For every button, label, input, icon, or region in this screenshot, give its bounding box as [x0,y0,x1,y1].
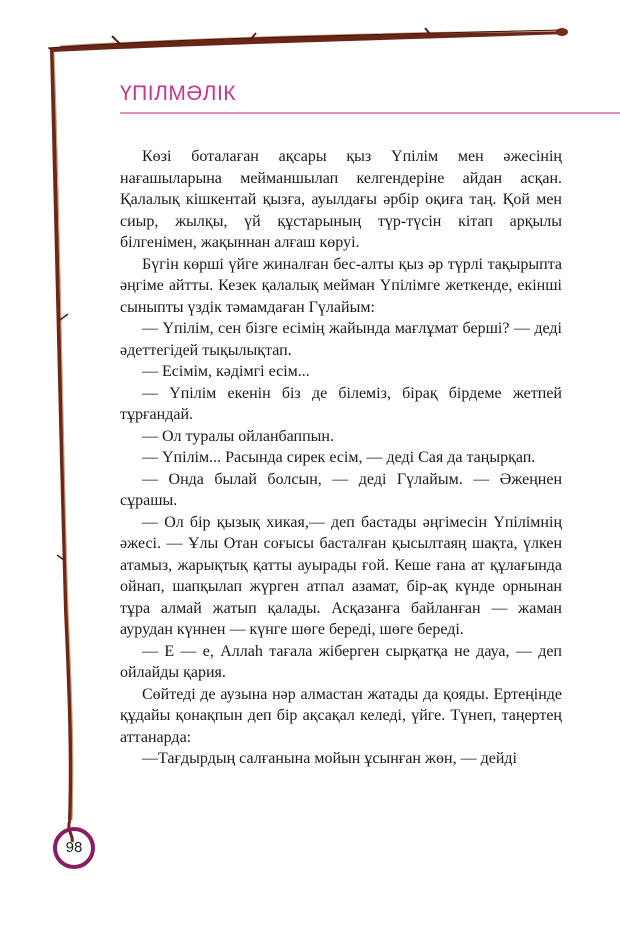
paragraph: — Онда былай болсын, — деді Гүлайым. — Әжеңнен сұрашы. [120,470,562,509]
paragraph: — Ол туралы ойланбаппын. [142,427,334,445]
page-number: 98 [65,839,83,856]
paragraph: — Үпілім... Расында сирек есім, — деді Сая да таңырқап. [142,449,536,466]
paragraph: — Үпілім, сен бізге есімің жайында мағлұмат берші? — деді әдеттегідей тықылықтап. [120,320,562,359]
paragraph: Сөйтеді де аузына нәр алмастан жатады да қояды. Ертеңінде құдайы қонақпын деп бір ақсақал келеді, үйге. Түнеп, таңертең аттанарда: [120,685,562,746]
paragraph: — Ол бір қызық хикая,— деп бастады әңгімесін Үпілімнің әжесі. — Ұлы Отан соғысы басталған қысылтаяң шақта, үлкен атамыз, жарықтық қатты ауырады ғой. Кеше ғана ат құлағында ойнап, шапқылап жүрген атпал азамат, бір-ақ күнде орнынан тұра алмай жатып қалады. Асқазанға байланған — жаман аурудан күннен — күнге шөге береді, шөге береді. [120,513,562,638]
story-text [120,146,562,770]
title-divider [120,112,620,114]
paragraph: — Үпілім екенін біз де білеміз, бірақ бірдеме жетпей тұрғандай. [120,384,562,423]
paragraph: — Есімім, кәдімгі есім... [142,363,310,380]
paragraph: Бүгін көрші үйге жиналған бес-алты қыз әр түрлі тақырыпта әңгіме айтты. Кезек қалалық мейман Үпілімге жеткенде, екінші сыныпты үздік тәмамдаған Гүлайым: [120,255,562,316]
paragraph: —Тағдырдың салғанына мойын ұсынған жөн, — дейді [142,750,517,767]
paragraph: — Е — е, Аллаһ тағала жіберген сырқатқа не дауа, — деп ойлайды қария. [120,642,562,681]
paragraph: Көзі боталаған ақсары қыз Үпілім мен әжесінің нағашыларына мейманшылап келгендеріне айдан асқан. Қалалық кішкентай қызға, ауылдағы әрбір оқиға таң. Қой мен сиыр, жылқы, үй құстарының түр-түсін кітап арқылы білгенімен, жақыннан алғаш көруі. [120,148,562,251]
chapter-title: ҮПІЛМӘЛІК [120,82,237,105]
